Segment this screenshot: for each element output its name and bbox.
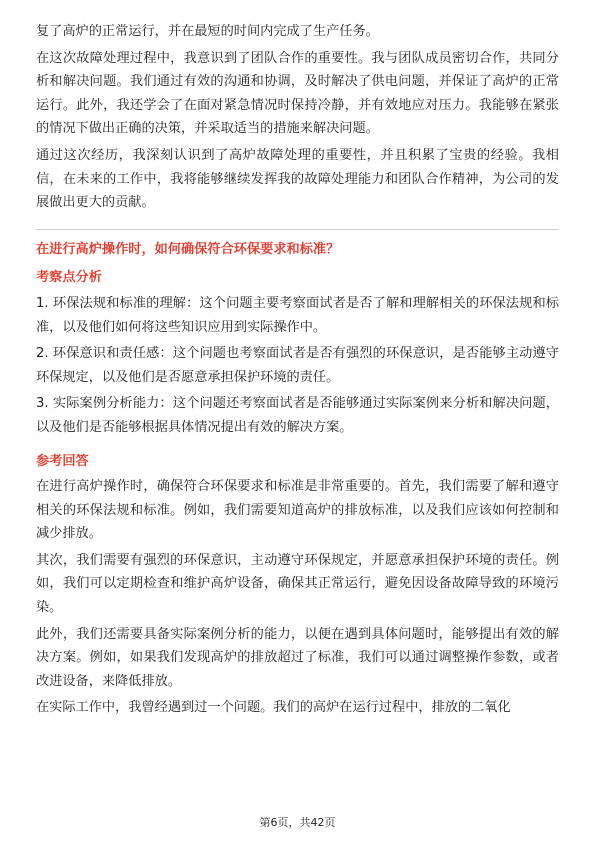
intro-section <box>36 20 559 215</box>
analysis-section <box>36 266 559 439</box>
analysis-item: 3. 实际案例分析能力：这个问题还考察面试者是否能够通过实际案例来分析和解决问题，以及他们是否能够根据具体情况提出有效的解决方案。 <box>36 396 559 435</box>
answer-paragraph: 在进行高炉操作时，确保符合环保要求和标准是非常重要的。首先，我们需要了解和遵守相关的环保法规和标准。例如，我们需要知道高炉的排放标准，以及我们应该如何控制和减少排放。 <box>36 479 559 542</box>
answer-paragraph: 其次，我们需要有强烈的环保意识，主动遵守环保规定，并愿意承担保护环境的责任。例如，我们可以定期检查和维护高炉设备，确保其正常运行，避免因设备故障导致的环境污染。 <box>36 552 559 616</box>
intro-paragraph: 通过这次经历，我深刻认识到了高炉故障处理的重要性，并且积累了宝贵的经验。我相信，在未来的工作中，我将能够继续发挥我的故障处理能力和团队合作精神，为公司的发展做出更大的贡献。 <box>36 147 559 211</box>
section-divider <box>36 229 559 230</box>
question-heading: 在进行高炉操作时，如何确保符合环保要求和标准？ <box>36 241 340 257</box>
page-number: 第6页，共42页 <box>259 816 336 829</box>
answer-section <box>36 450 559 721</box>
intro-paragraph: 复了高炉的正常运行，并在最短的时间内完成了生产任务。 <box>36 24 379 39</box>
analysis-item: 1. 环保法规和标准的理解：这个问题主要考察面试者是否了解和理解相关的环保法规和标准，以及他们如何将这些知识应用到实际操作中。 <box>36 295 559 335</box>
intro-paragraph: 在这次故障处理过程中，我意识到了团队合作的重要性。我与团队成员密切合作，共同分析和解决问题。我们通过有效的沟通和协调，及时解决了供电问题，并保证了高炉的正常运行。此外，我还学会了在面对紧急情况时保持冷静，并有效地应对压力。我能够在紧张的情况下做出正确的决策，并采取适当的措施来解决问题。 <box>36 50 559 137</box>
answer-heading: 参考回答 <box>36 453 89 469</box>
answer-paragraph: 此外，我们还需要具备实际案例分析的能力，以便在遇到具体问题时，能够提出有效的解决方案。例如，如果我们发现高炉的排放超过了标准，我们可以通过调整操作参数，或者改进设备，来降低排放。 <box>36 626 559 689</box>
analysis-heading: 考察点分析 <box>36 270 102 286</box>
answer-paragraph: 在实际工作中，我曾经遇到过一个问题。我们的高炉在运行过程中，排放的二氧化 <box>36 700 511 716</box>
analysis-item: 2. 环保意识和责任感：这个问题也考察面试者是否有强烈的环保意识，是否能够主动遵守环保规定，以及他们是否愿意承担保护环境的责任。 <box>36 346 559 385</box>
